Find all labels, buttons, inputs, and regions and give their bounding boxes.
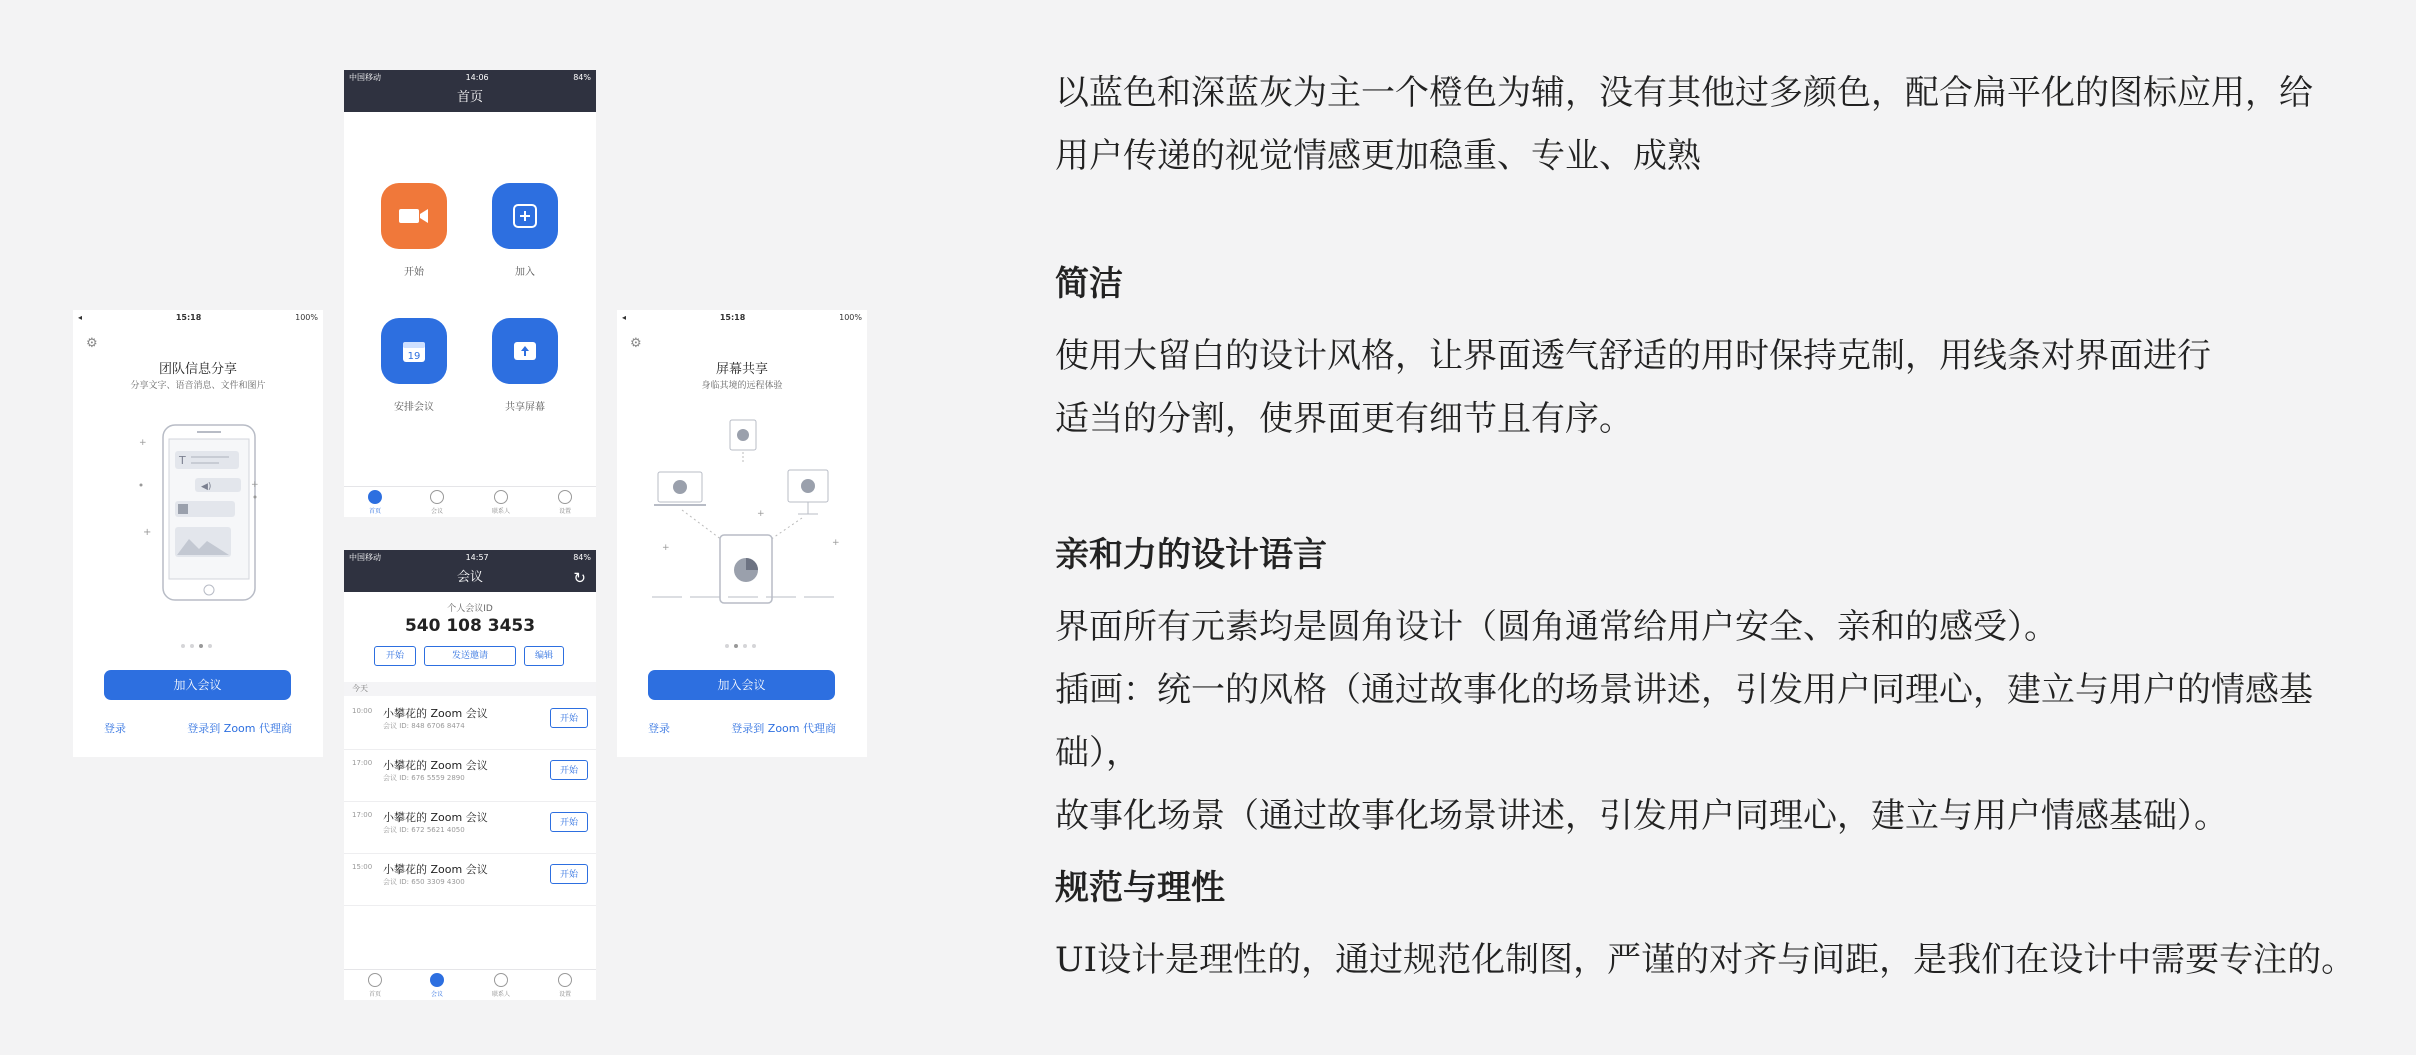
- status-bar: [617, 310, 867, 324]
- start-button[interactable]: 开始: [374, 646, 416, 666]
- nav-bar: [344, 84, 596, 112]
- meeting-time: 15:00: [352, 863, 373, 871]
- meeting-title: 小攀花的 Zoom 会议: [383, 759, 488, 772]
- gear-icon: [558, 490, 572, 504]
- tab-bar: [344, 969, 596, 1000]
- status-battery: 100%: [839, 312, 862, 322]
- section-simplicity: [1055, 256, 2395, 451]
- onboarding-subtitle: 分享文字、语音消息、文件和图片: [130, 381, 266, 391]
- nav-bar: [344, 564, 596, 592]
- status-time: 14:06: [465, 72, 489, 82]
- share-screen-label: 共享屏幕: [505, 402, 545, 413]
- meeting-time: 10:00: [352, 707, 373, 715]
- meeting-row[interactable]: [344, 853, 596, 906]
- schedule-meeting-button[interactable]: [381, 318, 447, 384]
- start-meeting-button[interactable]: [381, 183, 447, 249]
- start-meeting-button[interactable]: 开始: [550, 708, 588, 728]
- meeting-id: 会议 ID: 848 6706 8474: [383, 722, 465, 730]
- status-time: 15:18: [175, 312, 202, 322]
- page-dot-active: [199, 644, 203, 648]
- meeting-time: 17:00: [352, 759, 373, 767]
- login-link[interactable]: 登录: [648, 722, 670, 735]
- page-dot: [743, 644, 747, 648]
- join-label: 加入: [515, 267, 535, 278]
- section-line: UI设计是理性的，通过规范化制图，严谨的对齐与间距，是我们在设计中需要专注的。: [1055, 940, 2356, 980]
- section-line: 适当的分割，使界面更有细节且有序。: [1055, 399, 1633, 439]
- svg-text:+: +: [832, 538, 840, 548]
- section-line: 故事化场景（通过故事化场景讲述，引发用户同理心，建立与用户情感基础）。: [1055, 796, 2228, 836]
- join-meeting-button[interactable]: [492, 183, 558, 249]
- status-time: 14:57: [465, 552, 489, 562]
- status-battery: 84%: [573, 552, 591, 562]
- screen-share-onboarding: [617, 310, 867, 757]
- meeting-title: 小攀花的 Zoom 会议: [383, 707, 488, 720]
- tab-meetings[interactable]: [430, 490, 444, 515]
- meeting-id: 会议 ID: 672 5621 4050: [383, 826, 465, 834]
- section-heading: 亲和力的设计语言: [1055, 535, 1327, 575]
- page-indicator: [725, 644, 756, 648]
- page-title: 会议: [456, 570, 483, 585]
- page-dot: [208, 644, 212, 648]
- section-today-label: 今天: [352, 684, 368, 693]
- start-meeting-button[interactable]: 开始: [550, 864, 588, 884]
- screen-share-illustration: [652, 410, 842, 605]
- schedule-label: 安排会议: [394, 402, 434, 413]
- section-standard: [1055, 860, 2395, 992]
- tab-label: 设置: [558, 990, 571, 998]
- tab-contacts[interactable]: [492, 973, 510, 998]
- tab-contacts[interactable]: [492, 490, 510, 515]
- start-meeting-button[interactable]: 开始: [550, 760, 588, 780]
- personal-id-label: 个人会议ID: [447, 604, 493, 614]
- tab-home[interactable]: [368, 973, 382, 998]
- svg-text:+: +: [757, 509, 765, 519]
- onboarding-subtitle: 身临其境的远程体验: [701, 381, 783, 391]
- share-screen-icon: [513, 340, 537, 362]
- meeting-id: 会议 ID: 676 5559 2890: [383, 774, 465, 782]
- meeting-title: 小攀花的 Zoom 会议: [383, 863, 488, 876]
- screen-home: [344, 70, 596, 517]
- section-heading: 简洁: [1055, 264, 1123, 304]
- start-label: 开始: [404, 267, 424, 278]
- intro-line: 用户传递的视觉情感更加稳重、专业、成熟: [1055, 136, 1701, 176]
- svg-text:+: +: [251, 480, 259, 490]
- page-dot: [752, 644, 756, 648]
- phone-chat-illustration: [133, 415, 263, 605]
- page-dot-active: [734, 644, 738, 648]
- edit-button[interactable]: 编辑: [524, 646, 564, 666]
- page-dot: [725, 644, 729, 648]
- status-bar: [344, 70, 596, 84]
- status-carrier: 中国移动: [349, 72, 381, 82]
- back-arrow-icon[interactable]: ◂: [78, 312, 83, 322]
- tab-settings[interactable]: [558, 490, 572, 515]
- section-line: 使用大留白的设计风格，让界面透气舒适的用时保持克制，用线条对界面进行: [1055, 336, 2211, 376]
- tab-label: 联系人: [491, 990, 510, 998]
- gear-icon[interactable]: ⚙: [86, 336, 98, 351]
- section-line: 插画：统一的风格（通过故事化的场景讲述，引发用户同理心，建立与用户的情感基础），: [1055, 670, 2313, 773]
- status-bar: [344, 550, 596, 564]
- login-zoom-link[interactable]: 登录到 Zoom 代理商: [731, 722, 836, 735]
- svg-text:◀): ◀): [201, 482, 212, 492]
- tab-label: 会议: [430, 507, 443, 515]
- join-meeting-button[interactable]: 加入会议: [104, 670, 291, 700]
- onboarding-title: 屏幕共享: [715, 362, 768, 377]
- screen-meetings: [344, 550, 596, 1000]
- calendar-icon: [402, 339, 426, 363]
- section-today: [344, 682, 596, 696]
- screen-team-sharing: [73, 310, 323, 757]
- login-zoom-link[interactable]: 登录到 Zoom 代理商: [187, 722, 292, 735]
- home-icon: [368, 973, 382, 987]
- status-battery: 84%: [573, 72, 591, 82]
- gear-icon: [558, 973, 572, 987]
- clock-icon: [430, 490, 444, 504]
- tab-label: 首页: [368, 990, 381, 998]
- description-text: [1055, 62, 2395, 188]
- onboarding-title: 团队信息分享: [158, 362, 237, 377]
- login-link[interactable]: 登录: [104, 722, 126, 735]
- tab-bar: [344, 486, 596, 517]
- section-heading: 规范与理性: [1055, 868, 1225, 908]
- intro-line: 以蓝色和深蓝灰为主一个橙色为辅，没有其他过多颜色，配合扁平化的图标应用，给: [1055, 73, 2313, 113]
- page-indicator: [181, 644, 212, 648]
- page-dot: [181, 644, 185, 648]
- contact-icon: [494, 973, 508, 987]
- svg-text:T: T: [179, 454, 186, 467]
- page-dot: [190, 644, 194, 648]
- status-bar: [73, 310, 323, 324]
- personal-meeting-id: 540 108 3453: [404, 616, 536, 636]
- send-invite-button[interactable]: 发送邀请: [424, 646, 516, 666]
- meeting-row[interactable]: [344, 697, 596, 750]
- tab-label: 会议: [430, 990, 443, 998]
- plus-icon: [513, 204, 537, 228]
- contact-icon: [494, 490, 508, 504]
- start-meeting-button[interactable]: 开始: [550, 812, 588, 832]
- tab-label: 设置: [558, 507, 571, 515]
- tab-meetings[interactable]: [430, 973, 444, 998]
- section-affinity: [1055, 527, 2395, 848]
- meeting-id: 会议 ID: 650 3309 4300: [383, 878, 465, 886]
- meeting-row[interactable]: [344, 749, 596, 802]
- join-meeting-button[interactable]: 加入会议: [648, 670, 835, 700]
- status-time: 15:18: [719, 312, 746, 322]
- svg-text:+: +: [139, 438, 147, 448]
- page-title: 首页: [456, 90, 483, 105]
- status-battery: 100%: [295, 312, 318, 322]
- meeting-time: 17:00: [352, 811, 373, 819]
- share-screen-button[interactable]: [492, 318, 558, 384]
- refresh-icon[interactable]: ↻: [573, 569, 586, 587]
- svg-text:+: +: [143, 527, 152, 538]
- calendar-day: 19: [407, 351, 421, 362]
- tab-label: 联系人: [491, 507, 510, 515]
- meeting-title: 小攀花的 Zoom 会议: [383, 811, 488, 824]
- meeting-row[interactable]: [344, 801, 596, 854]
- tab-label: 首页: [368, 507, 381, 515]
- gear-icon[interactable]: ⚙: [630, 336, 642, 351]
- section-line: 界面所有元素均是圆角设计（圆角通常给用户安全、亲和的感受）。: [1055, 607, 2058, 647]
- clock-icon: [430, 973, 444, 987]
- tab-settings[interactable]: [558, 973, 572, 998]
- video-camera-icon: [399, 206, 429, 226]
- svg-text:+: +: [662, 543, 670, 553]
- back-arrow-icon[interactable]: ◂: [622, 312, 627, 322]
- home-icon: [368, 490, 382, 504]
- tab-home[interactable]: [368, 490, 382, 515]
- status-carrier: 中国移动: [349, 552, 381, 562]
